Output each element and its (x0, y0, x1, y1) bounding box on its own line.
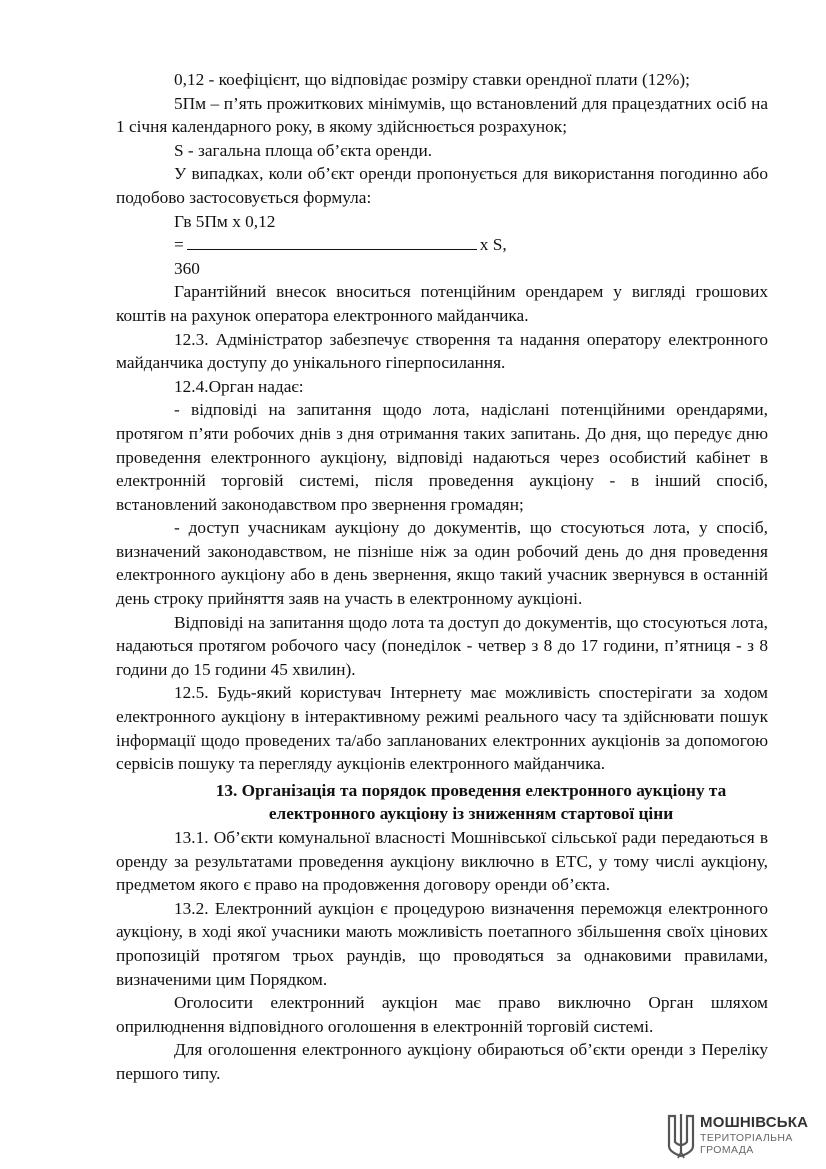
community-logo (666, 1112, 809, 1160)
formula-numerator: Гв 5Пм х 0,12 (174, 211, 276, 231)
paragraph: 13.1. Об’єкти комунальної власності Мошнівської сільської ради передаються в оренду за результатами проведення аукціону виключно в ЕТС, у тому числі аукціону, предметом якого є право на продовження договору оренди об’єкта. (116, 828, 768, 895)
paragraph: Оголосити електронний аукціон має право виключно Орган шляхом оприлюднення відповідного оголошення в електронній торговій системі. (116, 993, 768, 1036)
section-heading (116, 779, 768, 826)
formula-fraction-line (116, 233, 768, 257)
section-heading-line: електронного аукціону із зниженням стартової ціни (268, 804, 674, 824)
formula-multiplier: х S, (479, 235, 507, 255)
paragraph: - доступ учасникам аукціону до документів, що стосуються лота, у спосіб, визначений законодавством, не пізніше ніж за один робочий день до дня проведення електронного аукціону або в день звернення, якщо такий учасник звернувся в останній день строку прийняття заяв на участь в електронному аукціоні. (116, 518, 768, 609)
logo-subtitle (700, 1132, 793, 1156)
paragraph: Гарантійний внесок вноситься потенційним орендарем у вигляді грошових коштів на рахунок оператора електронного майданчика. (116, 282, 768, 325)
formula-divider (187, 235, 477, 250)
formula (116, 210, 768, 281)
paragraph: Відповіді на запитання щодо лота та доступ до документів, що стосуються лота, надаються протягом робочого часу (понеділок - четвер з 8 до 17 години, п’ятниця - з 8 години до 15 години 45 хвилин). (116, 612, 768, 679)
formula-equals: = (174, 235, 184, 255)
paragraph: 12.4.Орган надає: (174, 376, 304, 396)
paragraph: 13.2. Електронний аукціон є процедурою визначення переможця електронного аукціону, в ході якої учасники мають можливість поетапного збільшення своїх цінових пропозицій протягом трьох раундів, що проводяться за однаковими правилами, визначеними цим Порядком. (116, 898, 768, 989)
paragraph: Для оголошення електронного аукціону обираються об’єкти оренди з Переліку першого типу. (116, 1040, 768, 1083)
paragraph: 0,12 - коефіцієнт, що відповідає розміру ставки орендної плати (12%); (174, 70, 690, 89)
paragraph: 5Пм – п’ять прожиткових мінімумів, що встановлений для працездатних осіб на 1 січня календарного року, в якому здійснюється розрахунок; (116, 93, 768, 137)
paragraph: 12.3. Адміністратор забезпечує створення та надання оператору електронного майданчика доступу до унікального гіперпосилання. (116, 329, 768, 373)
formula-denominator: 360 (174, 258, 200, 278)
paragraph: У випадках, коли об’єкт оренди пропонується для використання погодинно або подобово застосовується формула: (116, 164, 768, 207)
trident-icon (666, 1112, 696, 1160)
section-heading-line: 13. Організація та порядок проведення електронного аукціону та (215, 780, 727, 800)
document-page (116, 68, 768, 1086)
paragraph: S - загальна площа об’єкта оренди. (174, 140, 433, 160)
paragraph: 12.5. Будь-який користувач Інтернету має можливість спостерігати за ходом електронного аукціону в інтерактивному режимі реального часу та здійснювати пошук інформації щодо проведених та/або запланованих електронних аукціонів за допомогою сервісів пошуку та перегляду аукціонів електронного майданчика. (116, 683, 768, 774)
paragraph: - відповіді на запитання щодо лота, надіслані потенційними орендарями, протягом п’яти робочих днів з дня отримання таких запитань. До дня, що передує дню проведення електронного аукціону, відповіді надаються через особистий кабінет в електронній торговій системі, після проведення аукціону - в інший спосіб, встановлений законодавством про звернення громадян; (116, 400, 768, 514)
logo-subtitle-line: ТЕРИТОРІАЛЬНА (700, 1132, 793, 1144)
logo-title: МОШНІВСЬКА (700, 1114, 809, 1131)
logo-subtitle-line: ГРОМАДА (700, 1144, 754, 1156)
